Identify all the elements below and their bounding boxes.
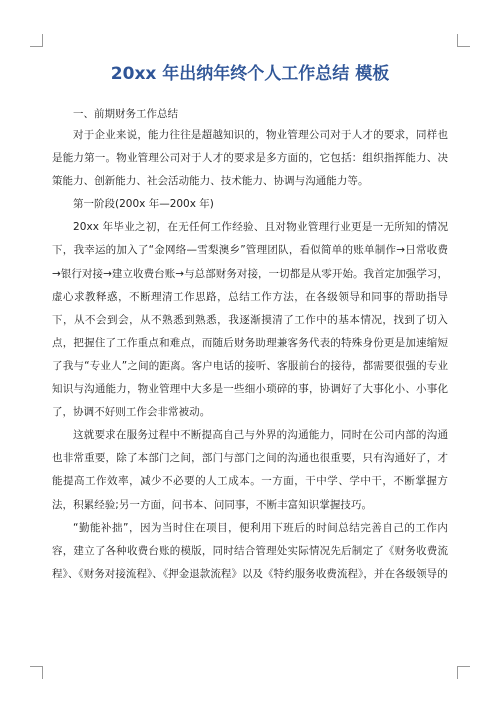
phase-heading: 第一阶段(200x 年—200x 年) <box>73 198 214 211</box>
crop-mark-bottom-right <box>457 666 470 679</box>
crop-mark-top-left <box>30 34 43 47</box>
document-title: 20xx 年出纳年终个人工作总结 模板 <box>110 64 390 84</box>
crop-mark-bottom-left <box>30 666 43 679</box>
paragraph-3: 这就要求在服务过程中不断提高自己与外界的沟通能力，同时在公司内部的沟通也非常重要，除了本部门之间，部门与部门之间的沟通也很重要，只有沟通好了，才能提高工作效率，减少不必要的人工成本。一方面，干中学、学中干，不断掌握方法，积累经验;另一方面，问书本、问同事，不断丰富知识掌握技巧。 <box>52 429 448 511</box>
document-page <box>52 60 448 586</box>
section-heading: 一、前期财务工作总结 <box>73 108 178 120</box>
crop-mark-top-right <box>457 34 470 47</box>
paragraph-4: “勤能补拙”，因为当时住在项目，便利用下班后的时间总结完善自己的工作内容，建立了各种收费台账的模版，同时结合管理处实际情况先后制定了《财务收费流程》、《财务对接流程》、《押金退款流程》以及《特约服务收费流程》，并在各级领导的 <box>52 521 448 580</box>
paragraph-2: 20xx 年毕业之初，在无任何工作经验、且对物业管理行业更是一无所知的情况下，我幸运的加入了“金网络—雪梨澳乡”管理团队，看似简单的账单制作→日常收费→银行对接→建立收费台账→与总部财务对接，一切都是从零开始。我首定加强学习，虚心求教释惑，不断理清工作思路，总结工作方法，在各级领导和同事的帮助指导下，从不会到会，从不熟悉到熟悉，我逐渐摸清了工作中的基本情况，找到了切入点，把握住了工作重点和难点，而随后财务助理兼客务代表的特殊身份更是加速缩短了我与“专业人”之间的距离。客户电话的接听、客服前台的接待，都需要很强的专业知识与沟通能力，物业管理中大多是一些细小琐碎的事，协调好了大事化小、小事化了，协调不好则工作会非常被动。 <box>52 221 448 419</box>
paragraph-1: 对于企业来说，能力往往是超越知识的，物业管理公司对于人才的要求，同样也是能力第一。物业管理公司对于人才的要求是多方面的，它包括：组织指挥能力、决策能力、创新能力、社会活动能力、技术能力、协调与沟通能力等。 <box>52 129 448 188</box>
